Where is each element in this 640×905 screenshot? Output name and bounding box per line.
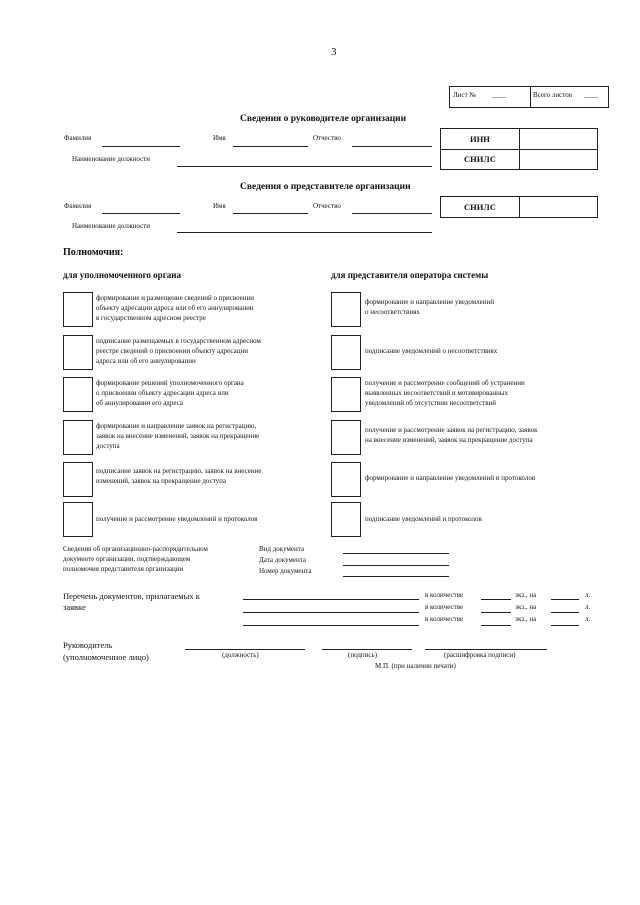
attachment-sheets-field-1[interactable]	[551, 599, 579, 600]
power-left-checkbox-5[interactable]	[63, 462, 93, 497]
rep-position-label: Наименование должности	[72, 222, 150, 230]
authority-doc-text-1: Сведения об организационно-распорядительном	[63, 545, 208, 553]
attachment-sheets-field-2[interactable]	[551, 612, 579, 613]
rep-snils-input-cell[interactable]	[520, 197, 597, 217]
head-label: Руководитель	[63, 640, 113, 650]
sheet-number-label: Лист №	[453, 91, 477, 99]
manager-snils-input-cell[interactable]	[520, 150, 597, 169]
power-left-text-2a: подписание размещаемых в государственном адресном	[96, 337, 261, 345]
doc-date-label: Дата документа	[259, 556, 307, 564]
attachment-sheets-field-3[interactable]	[551, 625, 579, 626]
power-left-text-1a: формирование и размещение сведений о присвоении	[96, 294, 255, 302]
total-sheets-label: Всего листов	[533, 91, 573, 99]
power-left-checkbox-3[interactable]	[63, 377, 93, 412]
manager-snils-label: СНИЛС	[464, 154, 496, 164]
power-right-checkbox-3[interactable]	[331, 377, 361, 412]
rep-surname-label: Фамилия	[64, 202, 92, 210]
power-right-text-3a: получение и рассмотрение сообщений об устранении	[365, 379, 525, 387]
power-right-text-4a: получение и рассмотрение заявок на регистрацию, заявок	[365, 426, 538, 434]
authorized-person-label: (уполномоченное лицо)	[63, 652, 149, 662]
power-left-text-4c: доступа	[96, 442, 120, 450]
power-left-text-3b: о присвоении объекту адресации адреса или	[96, 389, 229, 397]
power-left-text-4a: формирование и направление заявок на регистрацию,	[96, 422, 257, 430]
power-right-checkbox-5[interactable]	[331, 462, 361, 497]
power-right-checkbox-4[interactable]	[331, 420, 361, 455]
manager-patronymic-label: Отчество	[313, 134, 341, 142]
attachment-name-field-3[interactable]	[243, 625, 419, 626]
manager-section-title: Сведения о руководителе организации	[240, 114, 407, 124]
power-right-text-5a: формирование и направление уведомлений и протоколов	[365, 474, 536, 482]
powers-left-header: для уполномоченного органа	[63, 270, 181, 280]
powers-title: Полномочия:	[63, 247, 124, 258]
head-signature-field[interactable]	[322, 649, 412, 650]
attachment-copies-label-2: экз., на	[515, 603, 537, 611]
attachment-sheets-label-2: л.	[585, 603, 591, 611]
manager-patronymic-field[interactable]	[352, 146, 432, 147]
attachment-sheets-label-1: л.	[585, 591, 591, 599]
rep-patronymic-label: Отчество	[313, 202, 341, 210]
power-left-checkbox-2[interactable]	[63, 335, 93, 370]
stamp-caption: М.П. (при наличии печати)	[375, 662, 456, 670]
doc-number-field[interactable]	[343, 576, 449, 577]
attachment-qty-label-3: в количестве	[425, 615, 464, 623]
authority-doc-text-2: документе организации, подтверждающем	[63, 555, 191, 563]
power-right-text-1a: формирование и направление уведомлений	[365, 298, 495, 306]
sheet-number-value[interactable]: ____	[492, 91, 506, 99]
power-left-text-4b: заявок на внесение изменений, заявок на прекращение	[96, 432, 260, 440]
power-right-text-3c: уведомлений об отсутствии несоответствий	[365, 399, 497, 407]
attachment-copies-label-3: экз., на	[515, 615, 537, 623]
manager-position-label: Наименование должности	[72, 155, 150, 163]
power-left-text-5a: подписание заявок на регистрацию, заявок на внесение	[96, 467, 262, 475]
power-right-text-1b: о несоответствиях	[365, 308, 420, 316]
power-left-text-1b: объекту адресации адреса или об его аннулировании	[96, 304, 254, 312]
attachment-sheets-label-3: л.	[585, 615, 591, 623]
power-right-text-6a: подписание уведомлений и протоколов	[365, 515, 482, 523]
attachment-qty-field-1[interactable]	[481, 599, 511, 600]
attachments-label-1: Перечень документов, прилагаемых к	[63, 591, 200, 601]
manager-surname-field[interactable]	[102, 146, 180, 147]
power-left-text-2c: адреса или об его аннулировании	[96, 357, 196, 365]
power-left-text-3c: об аннулировании его адреса	[96, 399, 183, 407]
total-sheets-value[interactable]: ____	[584, 91, 598, 99]
head-decoding-field[interactable]	[425, 649, 547, 650]
decoding-caption: (расшифровка подписи)	[444, 651, 516, 659]
rep-name-label: Имя	[213, 202, 226, 210]
attachment-qty-label-2: в количестве	[425, 603, 464, 611]
power-right-text-4b: на внесение изменений, заявок на прекращение доступа	[365, 436, 533, 444]
attachment-name-field-1[interactable]	[243, 599, 419, 600]
rep-snils-table	[440, 196, 598, 218]
attachment-qty-field-3[interactable]	[481, 625, 511, 626]
inn-label: ИНН	[470, 134, 490, 144]
powers-right-header: для представителя оператора системы	[331, 270, 489, 280]
power-right-text-3b: выявленных несоответствий и мотивированных	[365, 389, 509, 397]
head-position-field[interactable]	[185, 649, 305, 650]
rep-name-field[interactable]	[233, 213, 308, 214]
attachment-qty-label-1: в количестве	[425, 591, 464, 599]
manager-name-label: Имя	[213, 134, 226, 142]
power-left-text-6a: получение и рассмотрение уведомлений и протоколов	[96, 515, 258, 523]
authority-doc-text-3: полномочия представителя организации	[63, 565, 184, 573]
power-left-text-1c: в государственном адресном реестре	[96, 314, 206, 322]
power-left-checkbox-6[interactable]	[63, 502, 93, 537]
signature-caption: (подпись)	[348, 651, 378, 659]
doc-date-field[interactable]	[343, 565, 449, 566]
attachment-qty-field-2[interactable]	[481, 612, 511, 613]
power-right-text-2a: подписание уведомлений о несоответствиях	[365, 347, 498, 355]
attachments-label-2: заявке	[63, 602, 86, 612]
power-left-text-5b: изменений, заявок на прекращение доступа	[96, 477, 227, 485]
power-left-checkbox-1[interactable]	[63, 292, 93, 327]
power-right-checkbox-1[interactable]	[331, 292, 361, 327]
position-caption: (должность)	[222, 651, 259, 659]
rep-position-field[interactable]	[177, 232, 432, 233]
power-right-checkbox-6[interactable]	[331, 502, 361, 537]
attachment-name-field-2[interactable]	[243, 612, 419, 613]
rep-patronymic-field[interactable]	[352, 213, 432, 214]
doc-type-label: Вид документа	[259, 545, 305, 553]
manager-surname-label: Фамилия	[64, 134, 92, 142]
doc-number-label: Номер документа	[259, 567, 312, 575]
power-right-checkbox-2[interactable]	[331, 335, 361, 370]
sheet-count-box	[449, 86, 609, 108]
page-number: 3	[331, 46, 337, 58]
manager-name-field[interactable]	[233, 146, 308, 147]
doc-type-field[interactable]	[343, 553, 449, 554]
inn-input-cell[interactable]	[520, 129, 597, 149]
manager-position-field[interactable]	[177, 166, 432, 167]
power-left-text-2b: реестре сведений о присвоении объекту адресации	[96, 347, 248, 355]
power-left-checkbox-4[interactable]	[63, 420, 93, 455]
attachment-copies-label-1: экз., на	[515, 591, 537, 599]
rep-surname-field[interactable]	[102, 213, 180, 214]
representative-section-title: Сведения о представителе организации	[240, 182, 411, 192]
manager-id-table	[440, 128, 598, 170]
rep-snils-label: СНИЛС	[464, 202, 496, 212]
power-left-text-3a: формирование решений уполномоченного органа	[96, 379, 244, 387]
